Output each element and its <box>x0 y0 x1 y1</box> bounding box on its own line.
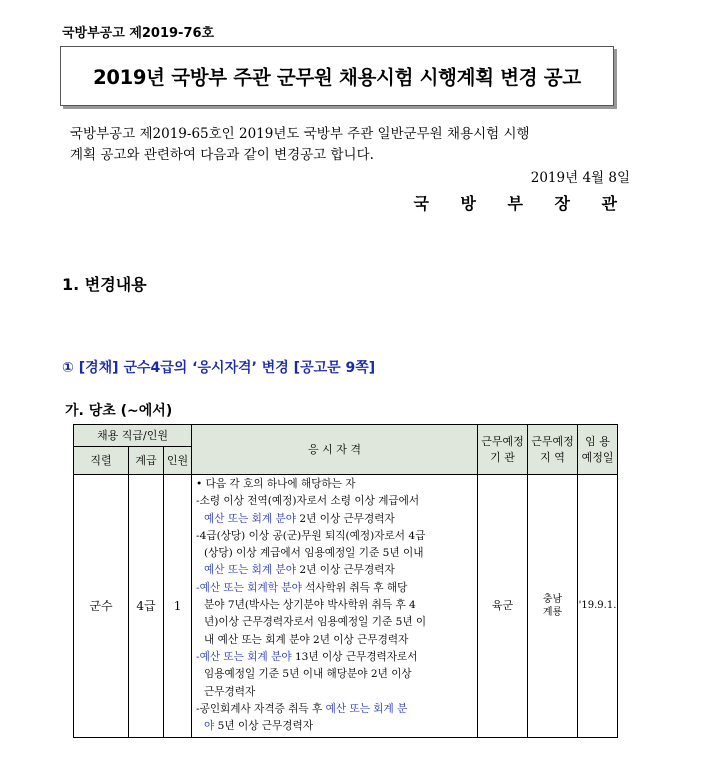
subsubsection-heading: 가. 당초 (∼에서) <box>65 403 173 419</box>
qual-line: (상당) 이상 계급에서 임용예정일 기준 5년 이내 <box>204 547 424 560</box>
page-title: 2019년 국방부 주관 군무원 채용시험 시행계획 변경 공고 <box>93 66 581 89</box>
qual-line <box>196 580 473 597</box>
qual-highlight: 예산 또는 회계 분야 <box>204 512 296 525</box>
intro-line-2: 계획 공고와 관련하여 다음과 같이 변경공고 합니다. <box>70 147 374 163</box>
header-work-region-line1: 근무예정 <box>531 434 574 448</box>
qual-line <box>196 562 473 579</box>
qual-line: 년)이상 근무경력자로서 임용예정일 기준 5년 이 <box>204 616 427 629</box>
qual-text: 2년 이상 근무경력자 <box>296 564 395 577</box>
cell-appoint-date: '19.9.1. <box>578 475 618 738</box>
qual-line <box>196 701 473 718</box>
qual-highlight: -예산 또는 회계학 분야 <box>196 581 302 594</box>
qual-line: -소령 이상 전역(예정)자로서 소령 이상 계급에서 <box>196 495 420 508</box>
header-grade-group: 채용 직급/인원 <box>74 425 192 447</box>
header-job-type: 직렬 <box>74 447 129 475</box>
section-heading: 1. 변경내용 <box>62 275 147 294</box>
qual-highlight: -예산 또는 회계 분야 <box>196 650 292 663</box>
qual-line: 분야 7년(박사는 상기분야 박사학위 취득 후 4 <box>204 599 416 612</box>
header-count: 인원 <box>164 447 192 475</box>
table-row <box>74 475 618 738</box>
cell-work-region-line1: 충남 <box>542 594 563 606</box>
issuer: 국 방 부 장 관 <box>413 194 630 213</box>
qual-line: 근무경력자 <box>204 685 256 698</box>
header-appoint-date-line2: 예정일 <box>581 450 614 464</box>
qual-highlight: 예산 또는 회계 분야 <box>204 564 296 577</box>
header-work-org-line1: 근무예정 <box>481 434 524 448</box>
header-work-region-line2: 지 역 <box>540 450 565 464</box>
requirements-table <box>73 424 618 738</box>
header-work-region <box>528 425 578 475</box>
qual-line <box>196 718 473 735</box>
cell-work-region-line2: 계룡 <box>542 607 563 619</box>
qual-line <box>196 649 473 666</box>
qual-intro: • 다음 각 호의 하나에 해당하는 자 <box>196 478 356 490</box>
cell-job-type: 군수 <box>74 475 129 738</box>
qual-text: 5년 이상 근무경력자 <box>214 720 313 733</box>
qual-line: 임용예정일 기준 5년 이내 해당분야 2년 이상 <box>204 668 412 681</box>
notice-date: 2019년 4월 8일 <box>530 170 630 186</box>
qual-highlight: 예산 또는 회계 분 <box>325 702 408 715</box>
header-work-org <box>478 425 528 475</box>
intro-paragraph <box>70 124 630 166</box>
qual-highlight: 야 <box>204 720 215 733</box>
subsection-heading: ① [경채] 군수4급의 ‘응시자격’ 변경 [공고문 9쪽] <box>62 360 376 376</box>
header-grade: 계급 <box>129 447 164 475</box>
title-box <box>60 46 614 106</box>
notice-number: 국방부공고 제2019-76호 <box>62 26 215 41</box>
header-work-org-line2: 기 관 <box>490 450 515 464</box>
cell-qualifications <box>192 475 478 738</box>
cell-work-region <box>528 475 578 738</box>
header-appoint-date-line1: 임 용 <box>585 434 610 448</box>
qual-text: 13년 이상 근무경력자로서 <box>291 650 418 663</box>
qual-text: 2년 이상 근무경력자 <box>296 512 395 525</box>
cell-grade: 4급 <box>129 475 164 738</box>
qual-line <box>196 511 473 528</box>
header-qualification: 응 시 자 격 <box>192 425 478 475</box>
qual-text: 석사학위 취득 후 해당 <box>301 581 408 594</box>
cell-work-org: 육군 <box>478 475 528 738</box>
qual-line: -4급(상당) 이상 공(군)무원 퇴직(예정)자로서 4급 <box>196 529 426 542</box>
intro-line-1: 국방부공고 제2019-65호인 2019년도 국방부 주관 일반군무원 채용시험 시행 <box>70 126 530 142</box>
qual-text: -공인회계사 자격증 취득 후 <box>196 702 326 715</box>
cell-count: 1 <box>164 475 192 738</box>
qual-line: 내 예산 또는 회계 분야 2년 이상 근무경력자 <box>204 633 409 646</box>
header-appoint-date <box>578 425 618 475</box>
